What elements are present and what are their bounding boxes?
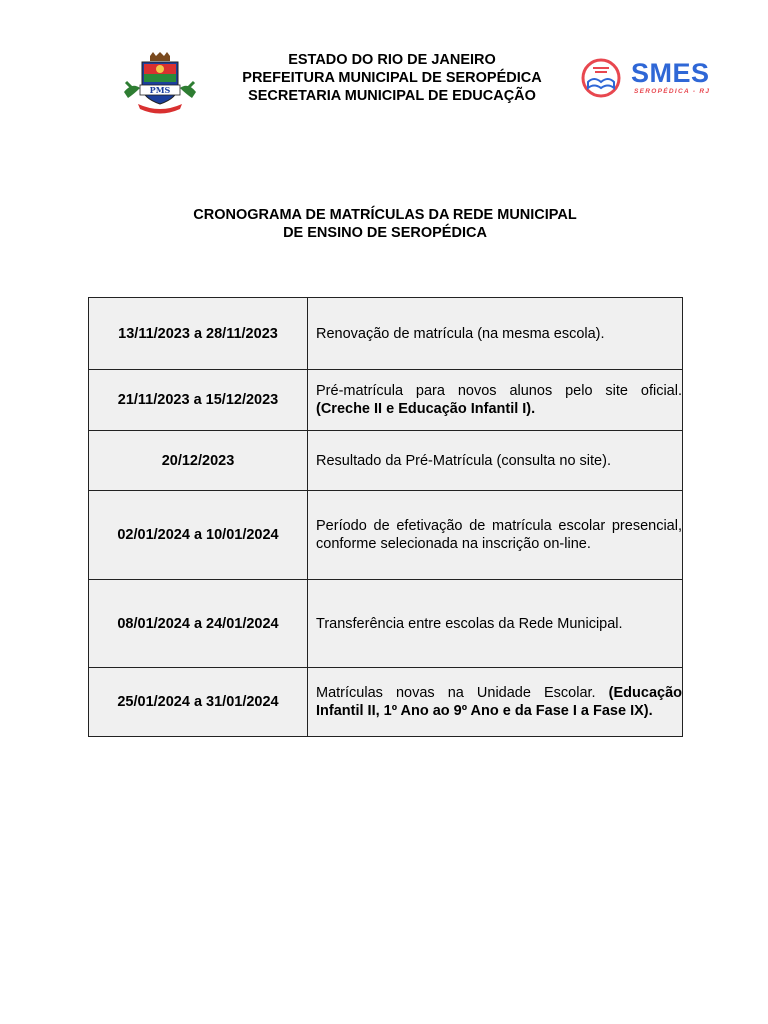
table-row	[89, 580, 683, 668]
schedule-date: 08/01/2024 a 24/01/2024	[89, 580, 308, 668]
municipal-seal-icon	[120, 52, 200, 118]
schedule-description: Transferência entre escolas da Rede Municipal.	[308, 580, 683, 668]
document-header	[192, 51, 592, 105]
document-title	[150, 206, 620, 242]
smes-logo-subtitle: SEROPÉDICA - RJ	[634, 88, 711, 95]
table-row	[89, 491, 683, 580]
table-row	[89, 668, 683, 737]
schedule-description: Resultado da Pré-Matrícula (consulta no site).	[308, 431, 683, 491]
table-row	[89, 431, 683, 491]
header-secretariat: SECRETARIA MUNICIPAL DE EDUCAÇÃO	[248, 88, 536, 104]
schedule-date: 02/01/2024 a 10/01/2024	[89, 491, 308, 580]
header-state: ESTADO DO RIO DE JANEIRO	[288, 52, 496, 68]
table-row	[89, 298, 683, 370]
table-row	[89, 370, 683, 431]
schedule-description: Pré-matrícula para novos alunos pelo site oficial. (Creche II e Educação Infantil I).	[308, 370, 683, 431]
smes-logo-text: SMES	[631, 58, 710, 88]
schedule-date: 25/01/2024 a 31/01/2024	[89, 668, 308, 737]
schedule-date: 13/11/2023 a 28/11/2023	[89, 298, 308, 370]
schedule-date: 20/12/2023	[89, 431, 308, 491]
schedule-date: 21/11/2023 a 15/12/2023	[89, 370, 308, 431]
schedule-description: Período de efetivação de matrícula escolar presencial, conforme selecionada na inscrição on-line.	[308, 491, 683, 580]
seal-label: PMS	[149, 85, 171, 95]
header-prefecture: PREFEITURA MUNICIPAL DE SEROPÉDICA	[242, 70, 542, 86]
enrollment-schedule-table	[88, 297, 683, 737]
title-line-1: CRONOGRAMA DE MATRÍCULAS DA REDE MUNICIPAL	[193, 207, 577, 223]
schedule-description: Matrículas novas na Unidade Escolar. (Educação Infantil II, 1º Ano ao 9º Ano e da Fase I a Fase IX).	[308, 668, 683, 737]
schedule-description: Renovação de matrícula (na mesma escola).	[308, 298, 683, 370]
title-line-2: DE ENSINO DE SEROPÉDICA	[283, 225, 487, 241]
